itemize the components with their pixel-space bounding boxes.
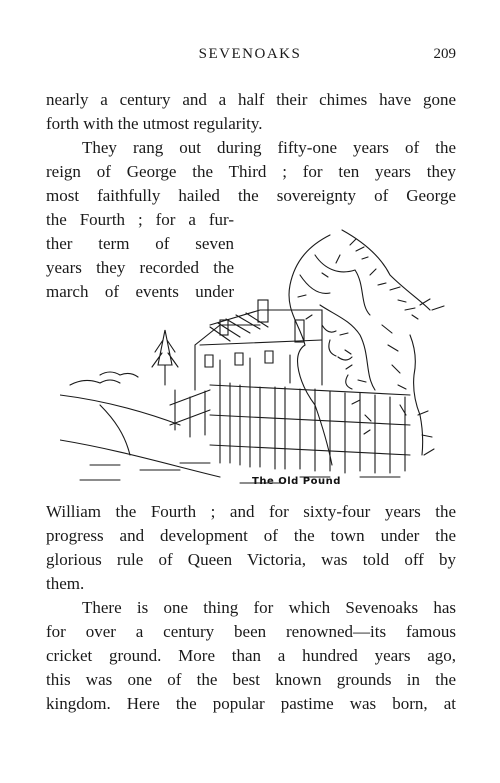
text-line: forth with the utmost regularity.: [46, 114, 263, 133]
text-line: William the Fourth ; and for sixty-four years the: [46, 502, 456, 521]
fence-drawing: [170, 383, 410, 473]
text-line: them.: [46, 574, 85, 593]
top-paragraphs: [46, 88, 456, 208]
text-line: the Fourth ; for a fur-: [46, 210, 234, 229]
text-line: this was one of the best known grounds in the: [46, 670, 456, 689]
tree-drawing: [289, 230, 444, 465]
text-line: march of events under: [46, 282, 234, 301]
text-line: most faithfully hailed the sovereignty of George: [46, 186, 456, 205]
old-pound-illustration: [60, 215, 460, 500]
text-line: progress and development of the town under the: [46, 526, 456, 545]
text-line: years they recorded the: [46, 258, 234, 277]
cottage-drawing: [195, 300, 322, 390]
page-number: 209: [433, 46, 456, 62]
text-line: nearly a century and a half their chimes have gone: [46, 90, 456, 109]
text-line: ther term of seven: [46, 234, 234, 253]
illustration-caption: The Old Pound: [252, 476, 341, 487]
page-header: [0, 46, 500, 68]
fir-tree-drawing: [152, 330, 178, 385]
bottom-paragraphs: [46, 500, 456, 716]
text-line: for over a century been renowned—its famous: [46, 622, 456, 641]
text-line: They rang out during fifty-one years of the: [82, 138, 456, 157]
text-line: kingdom. Here the popular pastime was born, at: [46, 694, 456, 713]
text-line: glorious rule of Queen Victoria, was told off by: [46, 550, 456, 569]
text-line: There is one thing for which Sevenoaks has: [82, 598, 456, 617]
text-line: cricket ground. More than a hundred years ago,: [46, 646, 456, 665]
running-head: SEVENOAKS: [198, 46, 302, 62]
text-line: reign of George the Third ; for ten years they: [46, 162, 456, 181]
